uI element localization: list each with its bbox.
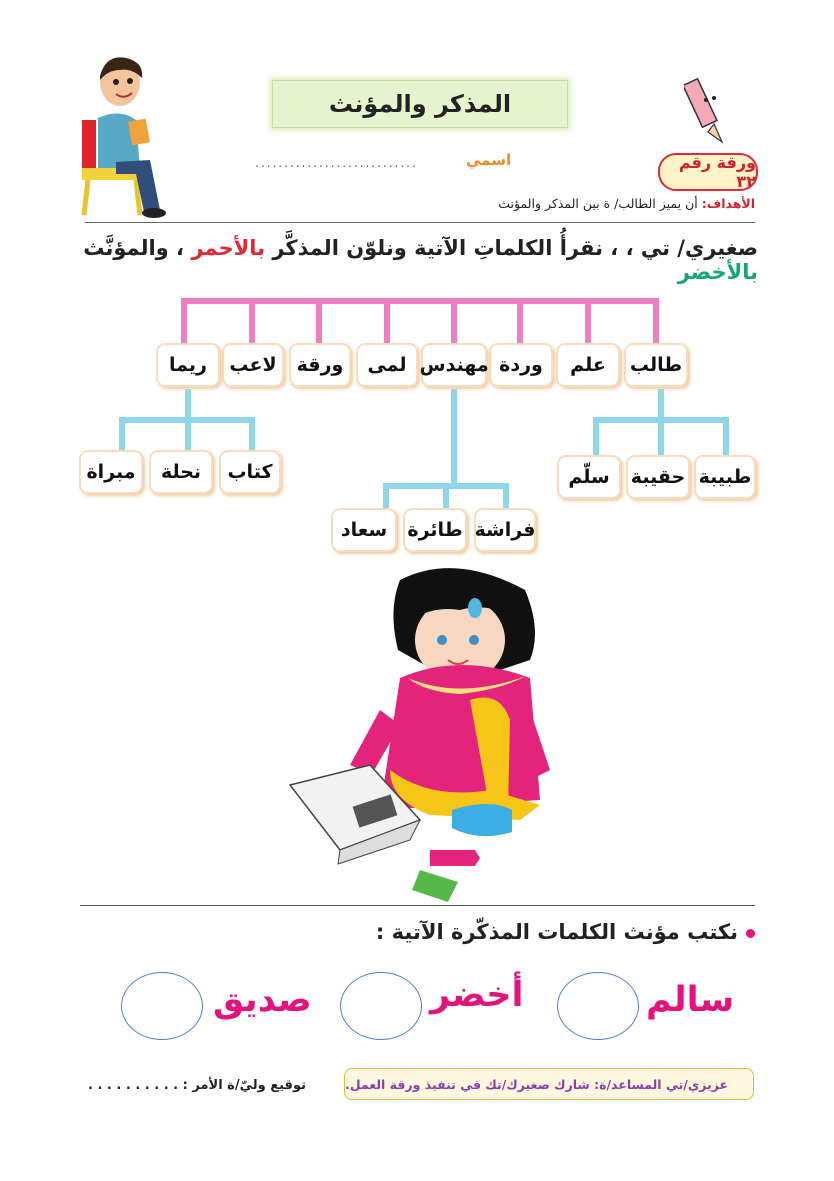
word-box[interactable]: سعاد bbox=[331, 508, 397, 552]
signature-dots: . . . . . . . . . . bbox=[88, 1078, 179, 1093]
signature-label: توقيع وليّ/ة الأمر : bbox=[182, 1078, 306, 1093]
sheet-number-badge: ورقة رقم ٣٢ bbox=[658, 153, 758, 191]
word-box[interactable]: لمى bbox=[356, 343, 418, 387]
word-box[interactable]: ريما bbox=[156, 343, 220, 387]
word-box[interactable]: فراشة bbox=[474, 508, 536, 552]
instruction-text-1: صغيري/ تي ، ، نقرأُ الكلماتِ الآتية ونلوّن المذكَّر bbox=[265, 236, 758, 260]
masculine-word: سالم bbox=[646, 980, 735, 1020]
goals-label: الأهداف: bbox=[701, 196, 755, 211]
instruction-red-word: بالأحمر bbox=[191, 236, 266, 260]
goals-text: أن يميز الطالب/ ة بين المذكر والمؤنث bbox=[498, 196, 702, 211]
masculine-word: أخضر bbox=[430, 975, 524, 1015]
word-box[interactable]: وردة bbox=[489, 343, 553, 387]
guardian-signature-line[interactable] bbox=[88, 1078, 306, 1093]
section-divider bbox=[80, 905, 755, 906]
word-box[interactable]: حقيبة bbox=[626, 455, 690, 499]
word-box[interactable]: مبراة bbox=[79, 450, 143, 494]
word-box[interactable]: كتاب bbox=[219, 450, 281, 494]
answer-circle[interactable] bbox=[121, 972, 203, 1040]
name-label: اسمي bbox=[466, 151, 512, 169]
word-box[interactable]: ورقة bbox=[289, 343, 351, 387]
name-field[interactable]: ............................ bbox=[255, 156, 418, 170]
answer-circle[interactable] bbox=[340, 972, 422, 1040]
masculine-word: صديق bbox=[213, 980, 312, 1020]
word-box[interactable]: طائرة bbox=[403, 508, 467, 552]
girl-reading-illustration bbox=[280, 560, 560, 905]
helper-note: عزيزي/تي المساعد/ة: شارك صغيرك/تك في تنفيذ ورقة العمل. bbox=[344, 1068, 754, 1100]
instruction-green-word: بالأخضر bbox=[677, 260, 758, 284]
task-text: نكتب مؤنث الكلمات المذكّرة الآتية : bbox=[375, 920, 738, 944]
word-box[interactable]: نحلة bbox=[149, 450, 213, 494]
answer-circle[interactable] bbox=[557, 972, 639, 1040]
word-box[interactable]: لاعب bbox=[222, 343, 284, 387]
word-box[interactable]: طبيبة bbox=[694, 455, 756, 499]
feminine-task-instruction bbox=[360, 920, 755, 944]
page-title: المذكر والمؤنث bbox=[272, 80, 568, 128]
word-box[interactable]: سلّم bbox=[557, 455, 621, 499]
word-box[interactable]: طالب bbox=[624, 343, 688, 387]
word-box[interactable]: مهندس bbox=[421, 343, 487, 387]
word-box[interactable]: علم bbox=[556, 343, 620, 387]
bullet-icon bbox=[746, 929, 755, 938]
instruction-text-2: ، والمؤنَّث bbox=[83, 236, 192, 260]
